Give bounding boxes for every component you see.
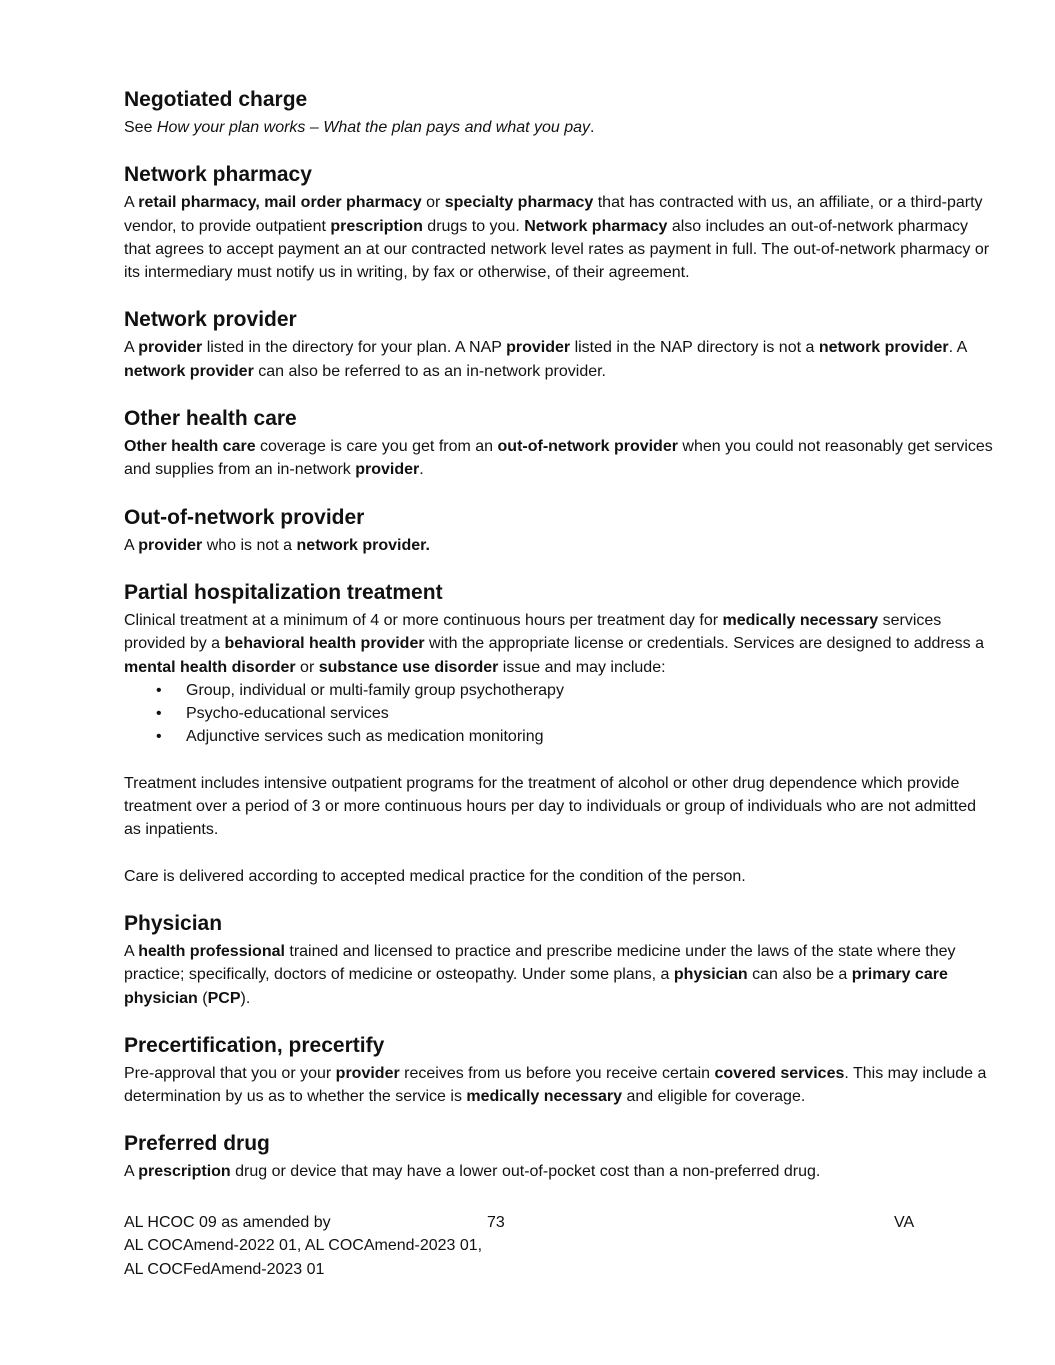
term-heading: Other health care xyxy=(124,407,297,431)
term-definition: See How your plan works – What the plan pays and what you pay. xyxy=(124,119,595,136)
footer-line: AL HCOC 09 as amended by xyxy=(124,1214,331,1231)
term-heading: Out-of-network provider xyxy=(124,505,365,529)
term-definition: Pre-approval that you or your provider receives from us before you receive certain covered services. This may include a determination by us as to whether the service is medically necessary and eligible for coverage. xyxy=(124,1064,987,1106)
term-partial-hospitalization xyxy=(124,579,996,888)
term-definition: Other health care coverage is care you get from an out-of-network provider when you could not reasonably get services and supplies from an in-network provider. xyxy=(124,438,993,479)
document-reference xyxy=(124,1211,996,1281)
state-code: VA xyxy=(894,1214,915,1231)
bullet-icon: • xyxy=(156,681,162,699)
term-paragraph: Treatment includes intensive outpatient programs for the treatment of alcohol or other drug dependence which provide treatment over a period of 3 or more continuous hours per day to individuals or group of individuals who are not admitted as inpatients. xyxy=(124,774,977,839)
page-footer xyxy=(124,1211,996,1281)
term-definition: Clinical treatment at a minimum of 4 or more continuous hours per treatment day for medically necessary services provided by a behavioral health provider with the appropriate license or credentials. Services are designed to address a mental health disorder or substance use disorder issue and may include: xyxy=(124,611,984,676)
term-heading: Negotiated charge xyxy=(124,88,308,111)
list-item: • Group, individual or multi-family group psychotherapy xyxy=(186,679,996,702)
term-network-pharmacy xyxy=(124,161,996,284)
term-heading: Physician xyxy=(124,911,223,935)
bullet-icon: • xyxy=(156,705,162,723)
term-out-of-network-provider xyxy=(124,504,996,557)
term-paragraph: Care is delivered according to accepted medical practice for the condition of the person. xyxy=(124,867,746,885)
term-preferred-drug xyxy=(124,1130,996,1183)
term-network-provider xyxy=(124,306,996,383)
term-heading: Preferred drug xyxy=(124,1132,270,1156)
term-heading: Partial hospitalization treatment xyxy=(124,580,443,604)
term-definition: A provider who is not a network provider. xyxy=(124,536,430,554)
term-definition: A prescription drug or device that may have a lower out-of-pocket cost than a non-preferred drug. xyxy=(124,1163,821,1181)
term-heading: Precertification, precertify xyxy=(124,1033,385,1057)
term-definition: A provider listed in the directory for your plan. A NAP provider listed in the NAP directory is not a network provider. A network provider can also be referred to as an in-network provider. xyxy=(124,339,967,380)
services-list xyxy=(124,679,996,749)
term-physician xyxy=(124,910,996,1010)
list-item: • Psycho-educational services xyxy=(186,702,996,725)
term-negotiated-charge xyxy=(124,86,996,139)
term-heading: Network provider xyxy=(124,308,297,332)
term-definition: A retail pharmacy, mail order pharmacy or specialty pharmacy that has contracted with us, an affiliate, or a third-party vendor, to provide outpatient prescription drugs to you. Network pharmacy also includes an out-of-network pharmacy that agrees to accept payment an at our contracted network level rates as payment in full. The out-of-network pharmacy or its intermediary must notify us in writing, by fax or otherwise, of their agreement. xyxy=(124,194,990,282)
footer-line: AL COCAmend-2022 01, AL COCAmend-2023 01, xyxy=(124,1237,483,1255)
page-number: 73 xyxy=(487,1214,505,1231)
term-precertification xyxy=(124,1032,996,1109)
list-item: • Adjunctive services such as medication monitoring xyxy=(186,725,996,748)
term-heading: Network pharmacy xyxy=(124,163,312,187)
cross-reference: How your plan works – What the plan pays and what you pay xyxy=(156,119,591,136)
footer-line: AL COCFedAmend-2023 01 xyxy=(124,1260,325,1278)
term-definition: A health professional trained and licensed to practice and prescribe medicine under the laws of the state where they practice; specifically, doctors of medicine or osteopathy. Under some plans, a physician can also be a primary care physician (PCP). xyxy=(124,942,956,1007)
document-body xyxy=(124,86,996,1184)
bullet-icon: • xyxy=(156,728,162,746)
term-other-health-care xyxy=(124,405,996,482)
